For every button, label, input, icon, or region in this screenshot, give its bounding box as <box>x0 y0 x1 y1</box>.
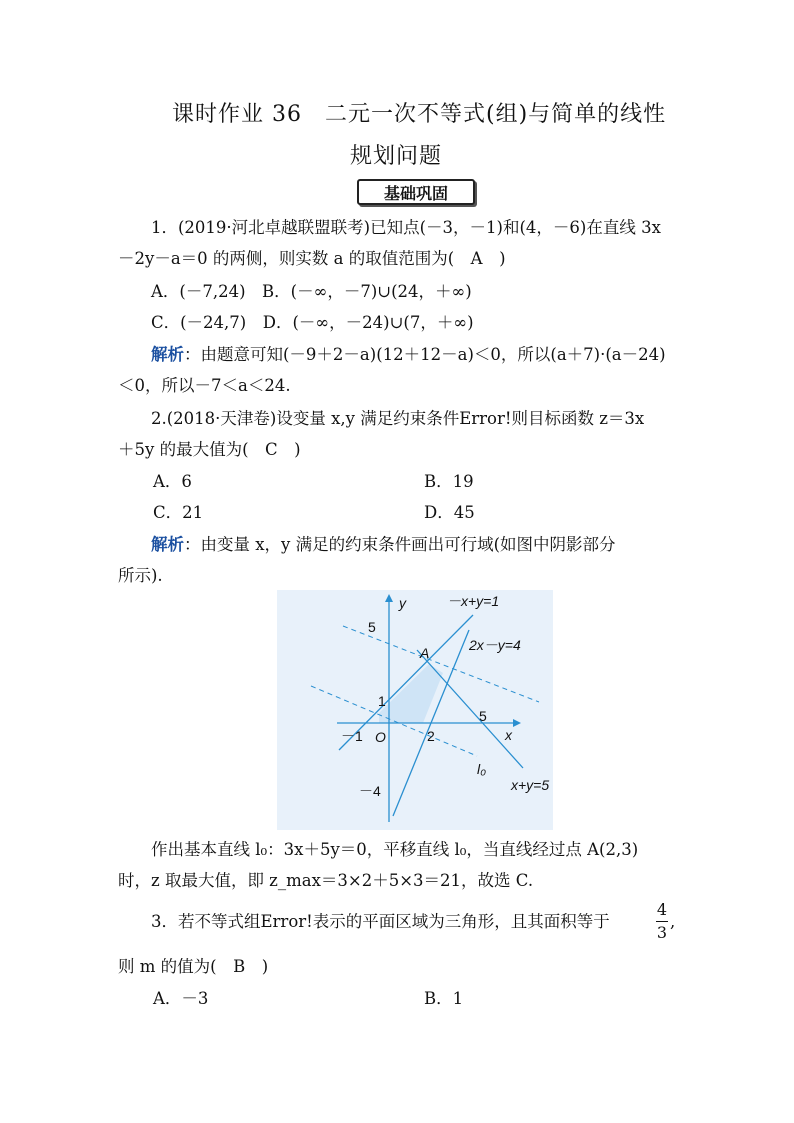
q1-analysis-line2: ＜0，所以－7＜a＜24. <box>118 376 291 395</box>
q1-analysis-label: 解析 <box>151 345 184 364</box>
q3-option-a: A．－3 <box>153 989 209 1008</box>
line-label-x-plus-y: x+y=5 <box>511 777 550 793</box>
q2-analysis-text: ：由变量 x，y 满足的约束条件画出可行域(如图中阴影部分 <box>184 535 616 554</box>
q3-frac-numerator: 4 <box>656 900 668 919</box>
tick-y-neg4: －4 <box>359 783 381 799</box>
q1-options-line2: C．(－24,7) D．(－∞，－24)∪(7，＋∞) <box>151 313 474 332</box>
q2-after-line1: 作出基本直线 l₀：3x＋5y＝0，平移直线 l₀，当直线经过点 A(2,3) <box>151 840 639 859</box>
q3-frac-tail: , <box>670 912 676 931</box>
section-badge: 基础巩固 <box>357 179 475 205</box>
q3-option-b: B．1 <box>424 989 464 1008</box>
q1-line2: －2y－a＝0 的两侧，则实数 a 的取值范围为( A ) <box>118 249 506 268</box>
y-axis-label: y <box>399 595 406 611</box>
tick-x-neg1: －1 <box>341 728 363 744</box>
tick-y-1: 1 <box>378 693 386 709</box>
point-a-label: A <box>420 645 430 661</box>
q2-analysis-label: 解析 <box>151 535 184 554</box>
q3-line1: 3．若不等式组Error!表示的平面区域为三角形，且其面积等于 <box>151 912 610 931</box>
tick-y-5: 5 <box>368 619 376 635</box>
q3-line2: 则 m 的值为( B ) <box>118 957 269 976</box>
line-label-neg-x-plus-y: －x+y=1 <box>447 593 500 609</box>
q2-option-a: A．6 <box>153 472 192 491</box>
tick-x-5: 5 <box>479 708 487 724</box>
q1-line1: 1．(2019·河北卓越联盟联考)已知点(－3，－1)和(4，－6)在直线 3x <box>151 218 661 237</box>
q1-analysis-text: ：由题意可知(－9＋2－a)(12＋12－a)＜0，所以(a＋7)·(a－24) <box>184 345 666 364</box>
q2-option-d: D．45 <box>424 503 475 522</box>
q1-options-line1: A．(－7,24) B．(－∞，－7)∪(24，＋∞) <box>151 282 472 301</box>
page-title-line2: 规划问题 <box>350 144 443 169</box>
q2-option-c: C．21 <box>153 503 204 522</box>
q3-frac-bar <box>656 921 668 922</box>
q2-option-b: B．19 <box>424 472 474 491</box>
x-axis-label: x <box>505 727 512 743</box>
q2-analysis-line2: 所示). <box>118 566 163 585</box>
page-title-line1: 课时作业 36 二元一次不等式(组)与简单的线性 <box>172 102 667 127</box>
q2-line2: ＋5y 的最大值为( C ) <box>118 440 301 459</box>
q2-analysis-line1 <box>151 535 616 555</box>
q3-frac-denominator: 3 <box>656 923 668 942</box>
q2-line1: 2.(2018·天津卷)设变量 x,y 满足约束条件Error!则目标函数 z＝3x <box>151 409 645 428</box>
line-label-l0: l₀ <box>477 761 487 777</box>
line-label-2x-minus-y: 2x－y=4 <box>469 637 521 653</box>
feasible-region-figure <box>277 590 553 830</box>
q2-after-line2: 时，z 取最大值，即 z_max＝3×2＋5×3＝21，故选 C. <box>118 871 534 890</box>
q1-analysis-line1 <box>151 345 666 365</box>
tick-x-2: 2 <box>427 728 435 744</box>
origin-label: O <box>375 729 386 745</box>
